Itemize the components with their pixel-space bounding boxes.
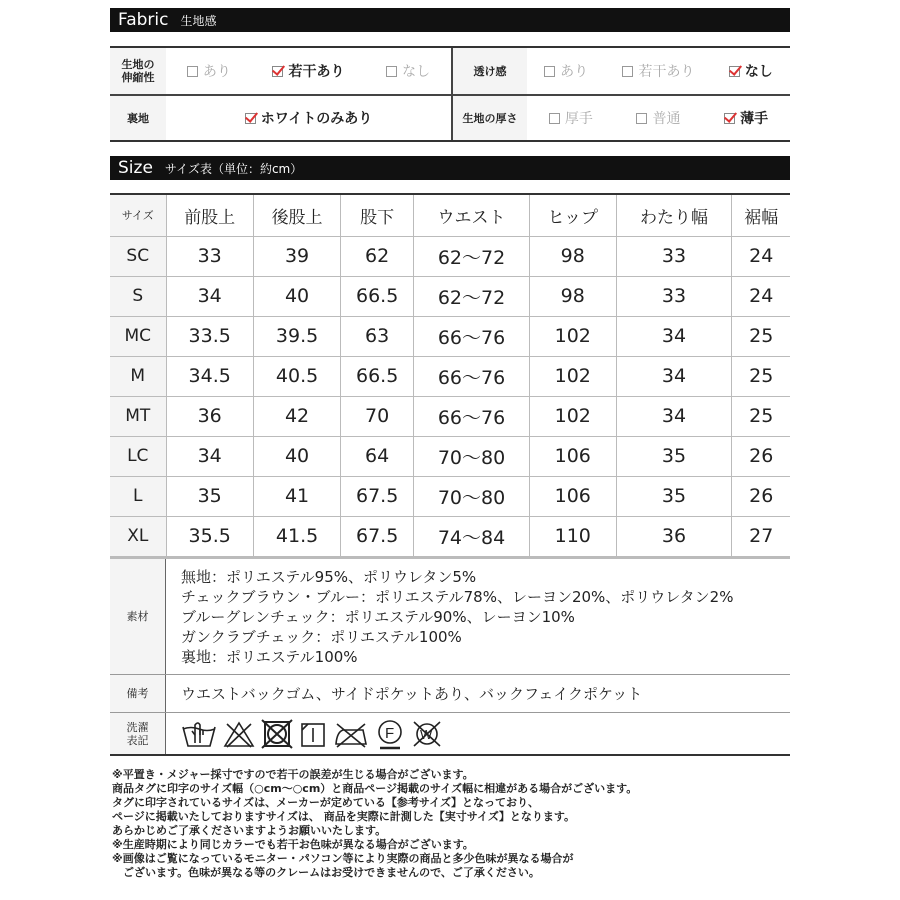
checkbox-icon xyxy=(386,66,397,77)
material-line: ブルーグレンチェック：ポリエステル90%、レーヨン10% xyxy=(181,608,575,626)
table-cell: 67.5 xyxy=(341,476,414,516)
info-table xyxy=(110,557,790,756)
table-cell: 62〜72 xyxy=(414,276,530,316)
checkbox-icon xyxy=(544,66,555,77)
stretch-option xyxy=(386,61,430,81)
care-icons xyxy=(166,713,458,754)
table-row xyxy=(110,356,790,396)
table-cell: 74〜84 xyxy=(414,516,530,556)
table-cell: 41 xyxy=(253,476,340,516)
table-cell: 25 xyxy=(732,356,790,396)
table-cell: 102 xyxy=(529,356,616,396)
table-row xyxy=(110,396,790,436)
thickness-options xyxy=(527,96,790,140)
option-label: 普通 xyxy=(652,111,681,127)
fabric-title: Fabric xyxy=(118,10,169,30)
checked-checkbox-icon xyxy=(724,113,735,124)
checkbox-icon xyxy=(636,113,647,124)
stretch-label: 生地の 伸縮性 xyxy=(110,48,166,94)
column-header: わたり幅 xyxy=(616,194,732,236)
option-label: 薄手 xyxy=(740,111,769,127)
table-cell: 66〜76 xyxy=(414,356,530,396)
table-cell: 66〜76 xyxy=(414,316,530,356)
material-line: 無地：ポリエステル95%、ポリウレタン5% xyxy=(181,568,477,586)
care-label: 洗濯 表記 xyxy=(110,713,166,754)
column-header: ウエスト xyxy=(414,194,530,236)
table-row xyxy=(110,476,790,516)
column-header: サイズ xyxy=(110,194,166,236)
table-cell: 110 xyxy=(529,516,616,556)
table-cell: 35.5 xyxy=(166,516,253,556)
table-cell: 35 xyxy=(166,476,253,516)
no-tumble-dry-icon xyxy=(261,719,293,749)
thickness-option xyxy=(724,108,768,128)
fabric-header xyxy=(110,8,790,32)
checkbox-icon xyxy=(622,66,633,77)
table-cell: 24 xyxy=(732,276,790,316)
option-label: 厚手 xyxy=(564,111,593,127)
sheer-option xyxy=(729,61,773,81)
size-label: M xyxy=(110,356,166,396)
table-cell: 67.5 xyxy=(341,516,414,556)
table-row xyxy=(110,236,790,276)
table-cell: 102 xyxy=(529,396,616,436)
table-cell: 40 xyxy=(253,276,340,316)
table-cell: 39 xyxy=(253,236,340,276)
sheer-option xyxy=(544,61,588,81)
thickness-option xyxy=(636,108,680,128)
line-dry-shade-icon xyxy=(299,720,327,748)
material-text xyxy=(166,559,748,674)
option-label: なし xyxy=(744,64,773,80)
lining-options xyxy=(166,96,451,140)
no-wet-clean-icon xyxy=(411,719,443,749)
column-header: 後股上 xyxy=(253,194,340,236)
material-line: 裏地：ポリエステル100% xyxy=(181,648,358,666)
table-cell: 102 xyxy=(529,316,616,356)
note-line: ございます。色味が異なる等のクレームはお受けできませんので、ご了承ください。 xyxy=(112,866,540,879)
checked-checkbox-icon xyxy=(272,66,283,77)
option-label: あり xyxy=(560,64,589,80)
sheer-options xyxy=(527,48,790,94)
table-cell: 33.5 xyxy=(166,316,253,356)
table-cell: 34 xyxy=(166,436,253,476)
table-cell: 40.5 xyxy=(253,356,340,396)
sheer-label: 透け感 xyxy=(453,48,527,94)
checked-checkbox-icon xyxy=(729,66,740,77)
column-header: 前股上 xyxy=(166,194,253,236)
option-label: 若干あり xyxy=(638,64,695,80)
table-cell: 25 xyxy=(732,316,790,356)
table-cell: 70〜80 xyxy=(414,436,530,476)
lining-label: 裏地 xyxy=(110,96,166,140)
table-cell: 70 xyxy=(341,396,414,436)
option-label: 若干あり xyxy=(288,64,345,80)
size-header-row xyxy=(110,194,790,236)
table-cell: 34.5 xyxy=(166,356,253,396)
size-label: LC xyxy=(110,436,166,476)
option-label: あり xyxy=(202,64,231,80)
checked-checkbox-icon xyxy=(245,113,256,124)
size-table xyxy=(110,193,790,557)
table-cell: 63 xyxy=(341,316,414,356)
size-label: MT xyxy=(110,396,166,436)
table-cell: 34 xyxy=(616,316,732,356)
no-bleach-icon xyxy=(223,720,255,748)
table-cell: 33 xyxy=(616,236,732,276)
table-row xyxy=(110,276,790,316)
table-cell: 26 xyxy=(732,476,790,516)
table-cell: 26 xyxy=(732,436,790,476)
stretch-options xyxy=(166,48,451,94)
option-label: なし xyxy=(402,64,431,80)
svg-text:W: W xyxy=(420,726,433,742)
table-cell: 41.5 xyxy=(253,516,340,556)
table-cell: 106 xyxy=(529,436,616,476)
table-cell: 36 xyxy=(166,396,253,436)
table-cell: 36 xyxy=(616,516,732,556)
thickness-label: 生地の厚さ xyxy=(453,96,527,140)
table-cell: 39.5 xyxy=(253,316,340,356)
table-cell: 40 xyxy=(253,436,340,476)
stretch-option xyxy=(187,61,231,81)
table-cell: 33 xyxy=(166,236,253,276)
table-cell: 34 xyxy=(616,356,732,396)
remarks-label: 備考 xyxy=(110,675,166,712)
table-cell: 98 xyxy=(529,276,616,316)
hand-wash-icon xyxy=(181,719,217,749)
table-cell: 34 xyxy=(616,396,732,436)
fabric-subtitle: 生地感 xyxy=(180,13,217,28)
size-label: MC xyxy=(110,316,166,356)
table-cell: 66.5 xyxy=(341,276,414,316)
table-cell: 98 xyxy=(529,236,616,276)
column-header: 股下 xyxy=(341,194,414,236)
table-cell: 70〜80 xyxy=(414,476,530,516)
stretch-option xyxy=(272,61,344,81)
remarks-text: ウエストバックゴム、サイドポケットあり、バックフェイクポケット xyxy=(181,684,643,703)
size-label: S xyxy=(110,276,166,316)
table-row xyxy=(110,516,790,556)
checkbox-icon xyxy=(549,113,560,124)
svg-text:F: F xyxy=(385,724,395,742)
material-label: 素材 xyxy=(110,559,166,674)
size-header xyxy=(110,156,790,180)
table-cell: 24 xyxy=(732,236,790,276)
column-header: 裾幅 xyxy=(732,194,790,236)
checkbox-icon xyxy=(187,66,198,77)
size-subtitle: サイズ表（単位：約cm） xyxy=(164,161,303,176)
table-cell: 27 xyxy=(732,516,790,556)
size-label: SC xyxy=(110,236,166,276)
notes xyxy=(112,768,637,880)
material-line: チェックブラウン・ブルー：ポリエステル78%、レーヨン20%、ポリウレタン2% xyxy=(181,588,734,606)
sheer-option xyxy=(622,61,694,81)
table-cell: 62 xyxy=(341,236,414,276)
table-cell: 35 xyxy=(616,436,732,476)
dry-clean-f-icon xyxy=(375,718,405,750)
table-cell: 106 xyxy=(529,476,616,516)
iron-no-steam-icon xyxy=(333,720,369,748)
note-line: あらかじめご了承くださいますようお願いいたします。 xyxy=(112,824,387,837)
table-cell: 35 xyxy=(616,476,732,516)
table-cell: 42 xyxy=(253,396,340,436)
material-line: ガンクラブチェック：ポリエステル100% xyxy=(181,628,462,646)
note-line: ページに掲載いたしておりますサイズは、 商品を実際に計測した【実寸サイズ】となります。 xyxy=(112,810,575,823)
note-line: タグに印字されているサイズは、メーカーが定めている【参考サイズ】となっており、 xyxy=(112,796,540,809)
table-row xyxy=(110,316,790,356)
lining-option xyxy=(245,108,373,128)
note-line: ※平置き・メジャー採寸ですので若干の誤差が生じる場合がございます。 xyxy=(112,768,474,781)
size-label: L xyxy=(110,476,166,516)
table-cell: 64 xyxy=(341,436,414,476)
size-label: XL xyxy=(110,516,166,556)
thickness-option xyxy=(549,108,593,128)
table-cell: 34 xyxy=(166,276,253,316)
table-row xyxy=(110,436,790,476)
table-cell: 25 xyxy=(732,396,790,436)
option-label: ホワイトのみあり xyxy=(260,111,373,127)
table-cell: 33 xyxy=(616,276,732,316)
size-title: Size xyxy=(118,158,153,178)
note-line: ※生産時期により同じカラーでも若干お色味が異なる場合がございます。 xyxy=(112,838,474,851)
fabric-table xyxy=(110,46,790,142)
table-cell: 66.5 xyxy=(341,356,414,396)
note-line: 商品タグに印字のサイズ幅（○cm〜○cm）と商品ページ掲載のサイズ幅に相違がある場合がございます。 xyxy=(112,782,638,795)
column-header: ヒップ xyxy=(529,194,616,236)
table-cell: 62〜72 xyxy=(414,236,530,276)
table-cell: 66〜76 xyxy=(414,396,530,436)
note-line: ※画像はご覧になっているモニター・パソコン等により実際の商品と多少色味が異なる場合が xyxy=(112,852,574,865)
